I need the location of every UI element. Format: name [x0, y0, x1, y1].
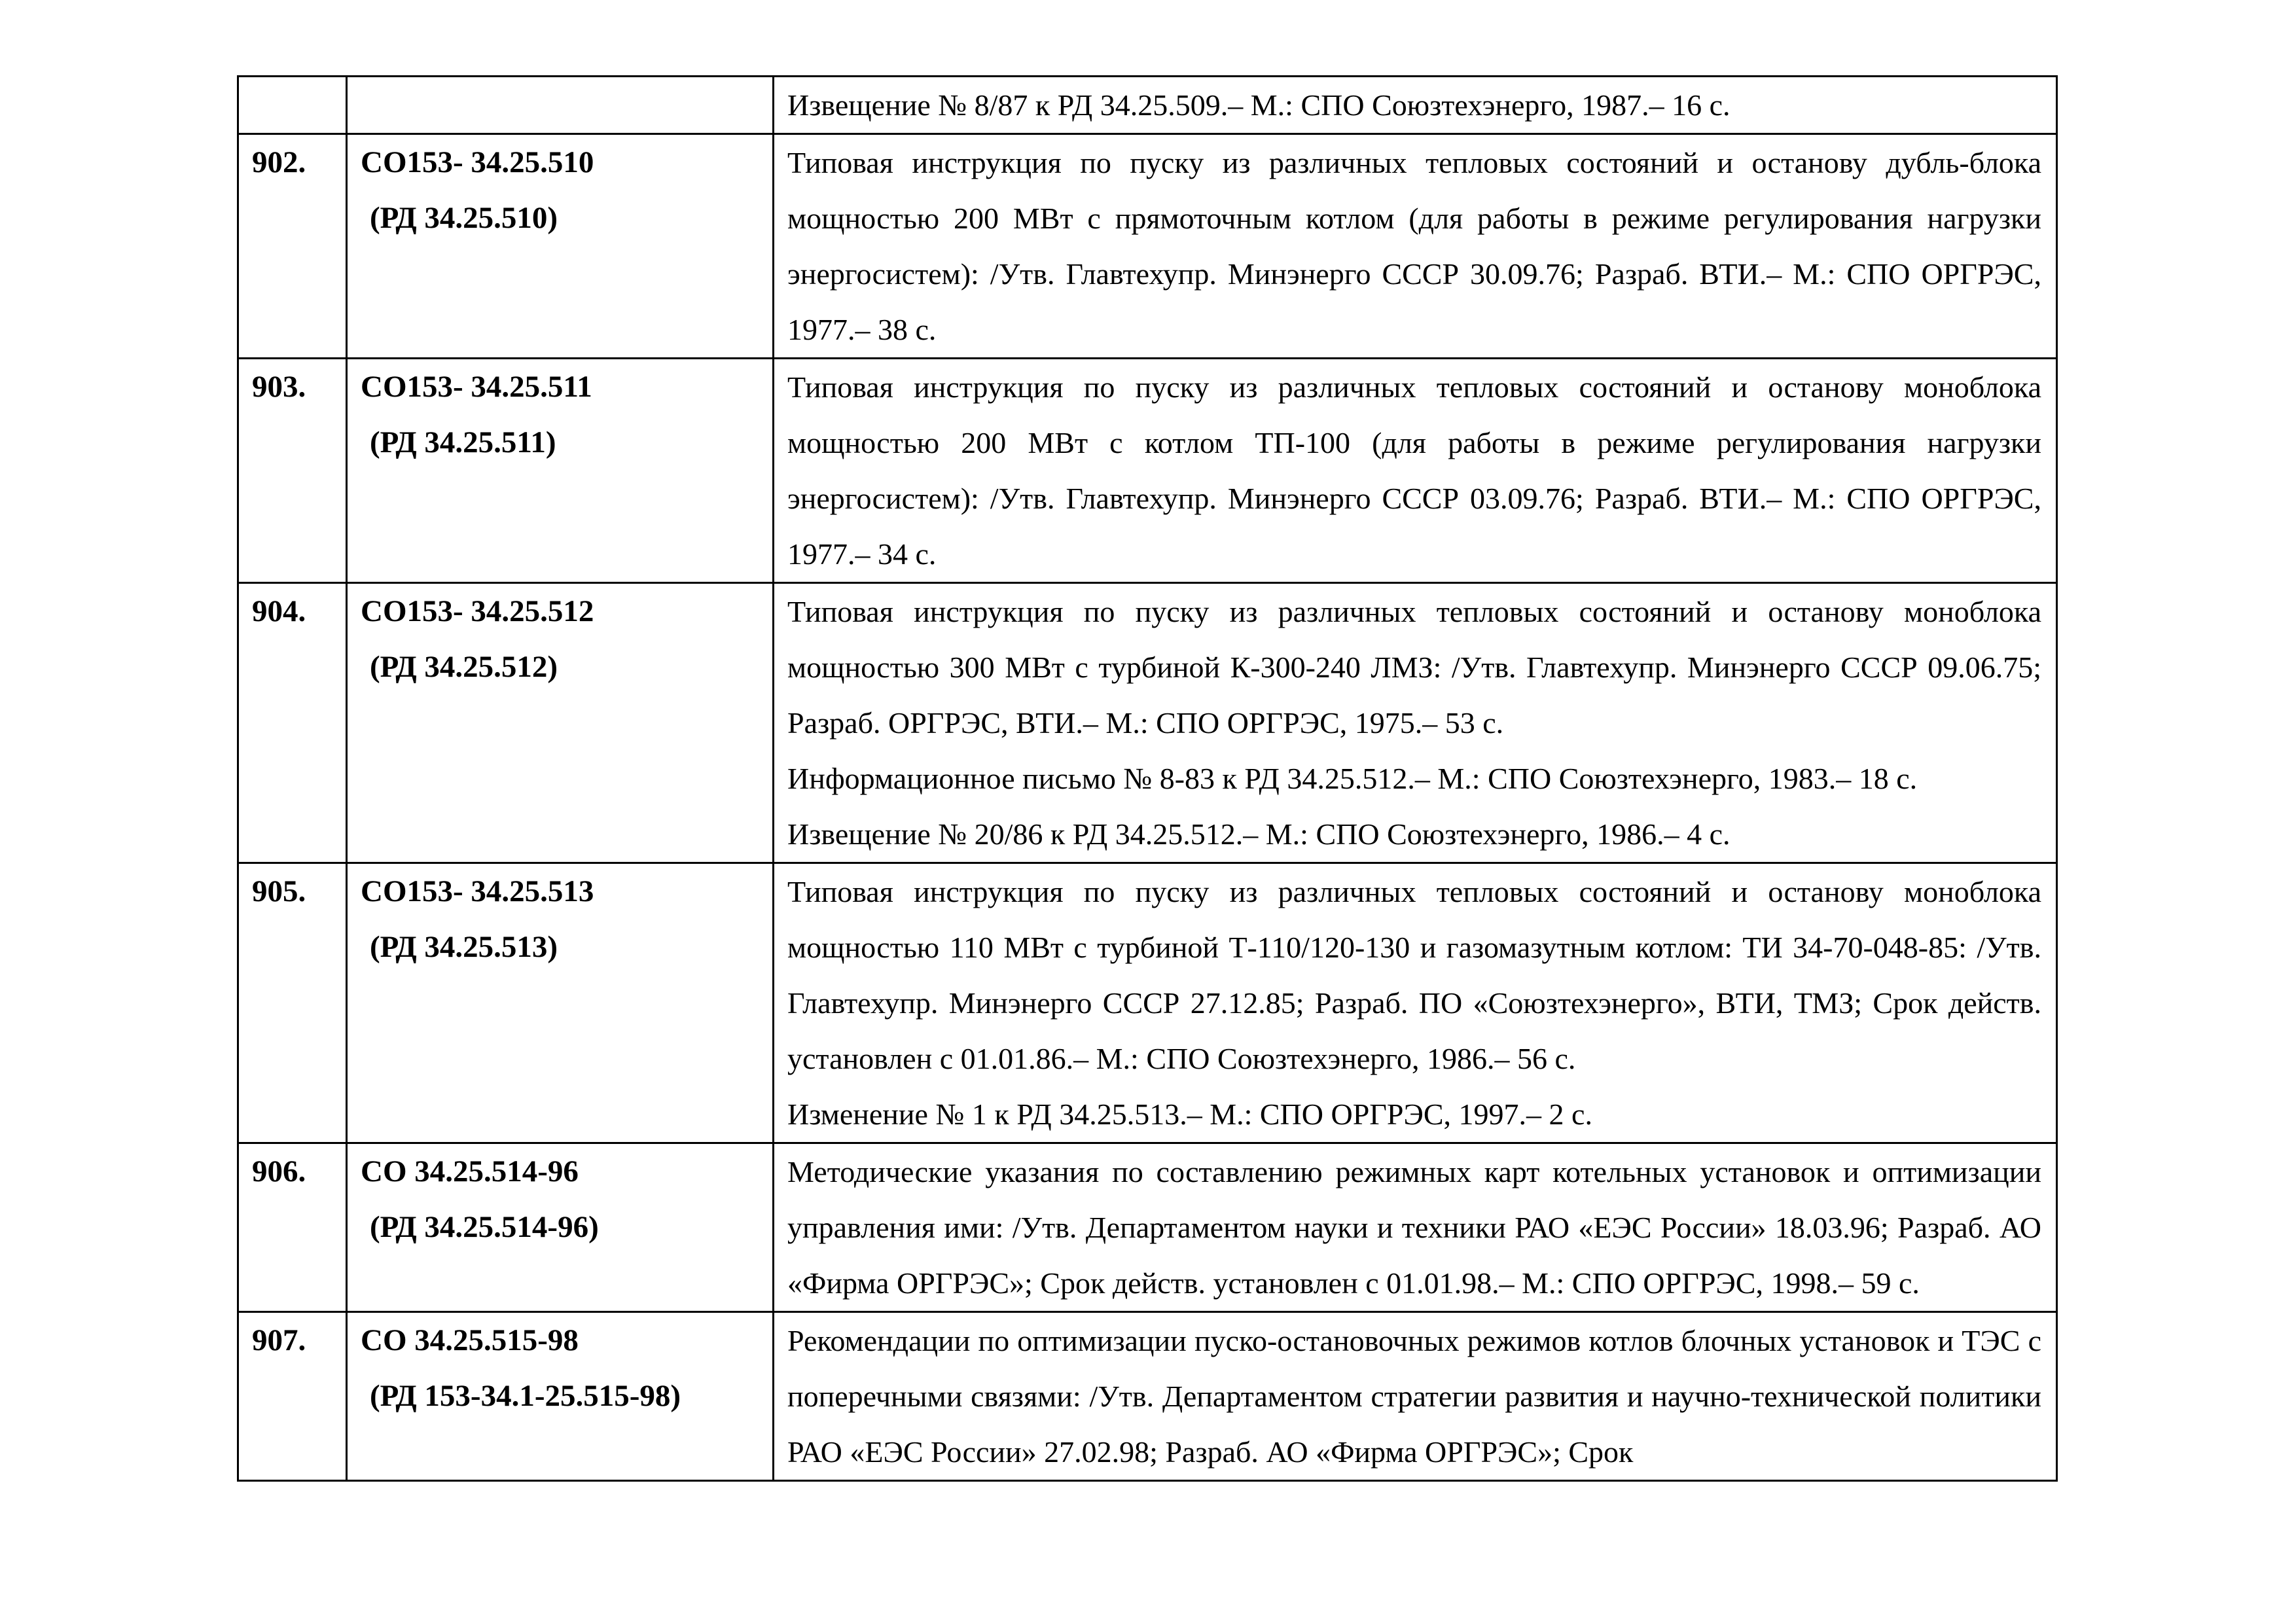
document-code-cell [347, 1143, 774, 1312]
description-paragraph: Рекомендации по оптимизации пуско-остановочных режимов котлов блочных установок и ТЭС с поперечными связями: /Утв. Департаментом стратегии развития и научно-технической политики РАО «ЕЭС России» 27.02.98; Разраб. АО «Фирма ОРГРЭС»; Срок [787, 1324, 2041, 1469]
document-description-cell [774, 77, 2057, 134]
document-code: СО153- 34.25.511 [361, 370, 592, 404]
document-code-alt: (РД 34.25.511) [370, 425, 556, 459]
row-number: 902. [252, 145, 306, 179]
table-row [238, 1312, 2057, 1481]
document-code-alt: (РД 153-34.1-25.515-98) [370, 1379, 681, 1413]
document-code-cell [347, 863, 774, 1143]
document-description-cell [774, 863, 2057, 1143]
table-row [238, 583, 2057, 863]
table-row [238, 77, 2057, 134]
document-code-cell [347, 359, 774, 583]
row-number-cell [238, 359, 347, 583]
document-code: СО 34.25.514-96 [361, 1154, 579, 1188]
description-paragraph: Типовая инструкция по пуску из различных тепловых состояний и останову моноблока мощностью 200 МВт с котлом ТП-100 (для работы в режиме регулирования нагрузки энергосистем): /Утв. Главтехупр. Минэнерго СССР 03.09.76; Разраб. ВТИ.– М.: СПО ОРГРЭС, 1977.– 34 с. [787, 370, 2041, 571]
document-description-cell [774, 1312, 2057, 1481]
document-description-cell [774, 583, 2057, 863]
description-paragraph: Информационное письмо № 8-83 к РД 34.25.512.– М.: СПО Союзтехэнерго, 1983.– 18 с. [787, 762, 1918, 795]
document-code: СО153- 34.25.512 [361, 594, 594, 628]
description-paragraph: Методические указания по составлению режимных карт котельных установок и оптимизации управления ими: /Утв. Департаментом науки и техники РАО «ЕЭС России» 18.03.96; Разраб. АО «Фирма ОРГРЭС»; Срок действ. установлен с 01.01.98.– М.: СПО ОРГРЭС, 1998.– 59 с. [787, 1155, 2041, 1300]
row-number-cell [238, 583, 347, 863]
document-description-cell [774, 134, 2057, 359]
description-paragraph: Извещение № 20/86 к РД 34.25.512.– М.: СПО Союзтехэнерго, 1986.– 4 с. [787, 817, 1731, 851]
document-code: СО 34.25.515-98 [361, 1323, 579, 1357]
document-code: СО153- 34.25.513 [361, 874, 594, 908]
row-number: 906. [252, 1154, 306, 1188]
row-number-cell [238, 863, 347, 1143]
document-code-alt: (РД 34.25.510) [370, 201, 558, 235]
document-description-cell [774, 359, 2057, 583]
row-number-cell [238, 1312, 347, 1481]
table-row [238, 863, 2057, 1143]
row-number: 907. [252, 1323, 306, 1357]
description-paragraph: Изменение № 1 к РД 34.25.513.– М.: СПО ОРГРЭС, 1997.– 2 с. [787, 1097, 1592, 1131]
description-paragraph: Типовая инструкция по пуску из различных тепловых состояний и останову дубль-блока мощностью 200 МВт с прямоточным котлом (для работы в режиме регулирования нагрузки энергосистем): /Утв. Главтехупр. Минэнерго СССР 30.09.76; Разраб. ВТИ.– М.: СПО ОРГРЭС, 1977.– 38 с. [787, 146, 2041, 346]
document-code-cell [347, 77, 774, 134]
table-row [238, 1143, 2057, 1312]
document-code: СО153- 34.25.510 [361, 145, 594, 179]
document-code-alt: (РД 34.25.512) [370, 650, 558, 684]
row-number: 903. [252, 370, 306, 404]
row-number: 904. [252, 594, 306, 628]
table-row [238, 359, 2057, 583]
row-number: 905. [252, 874, 306, 908]
document-code-cell [347, 583, 774, 863]
description-paragraph: Типовая инструкция по пуску из различных тепловых состояний и останову моноблока мощностью 300 МВт с турбиной К-300-240 ЛМЗ: /Утв. Главтехупр. Минэнерго СССР 09.06.75; Разраб. ОРГРЭС, ВТИ.– М.: СПО ОРГРЭС, 1975.– 53 с. [787, 595, 2041, 740]
row-number-cell [238, 134, 347, 359]
document-code-cell [347, 134, 774, 359]
document-code-alt: (РД 34.25.514-96) [370, 1210, 599, 1244]
row-number-cell [238, 77, 347, 134]
description-paragraph: Извещение № 8/87 к РД 34.25.509.– М.: СПО Союзтехэнерго, 1987.– 16 с. [787, 88, 1731, 122]
document-code-cell [347, 1312, 774, 1481]
document-code-alt: (РД 34.25.513) [370, 930, 558, 964]
document-description-cell [774, 1143, 2057, 1312]
document-table [237, 75, 2058, 1482]
row-number-cell [238, 1143, 347, 1312]
description-paragraph: Типовая инструкция по пуску из различных тепловых состояний и останову моноблока мощностью 110 МВт с турбиной Т-110/120-130 и газомазутным котлом: ТИ 34-70-048-85: /Утв. Главтехупр. Минэнерго СССР 27.12.85; Разраб. ПО «Союзтехэнерго», ВТИ, ТМЗ; Срок действ. установлен с 01.01.86.– М.: СПО Союзтехэнерго, 1986.– 56 с. [787, 875, 2041, 1075]
table-row [238, 134, 2057, 359]
